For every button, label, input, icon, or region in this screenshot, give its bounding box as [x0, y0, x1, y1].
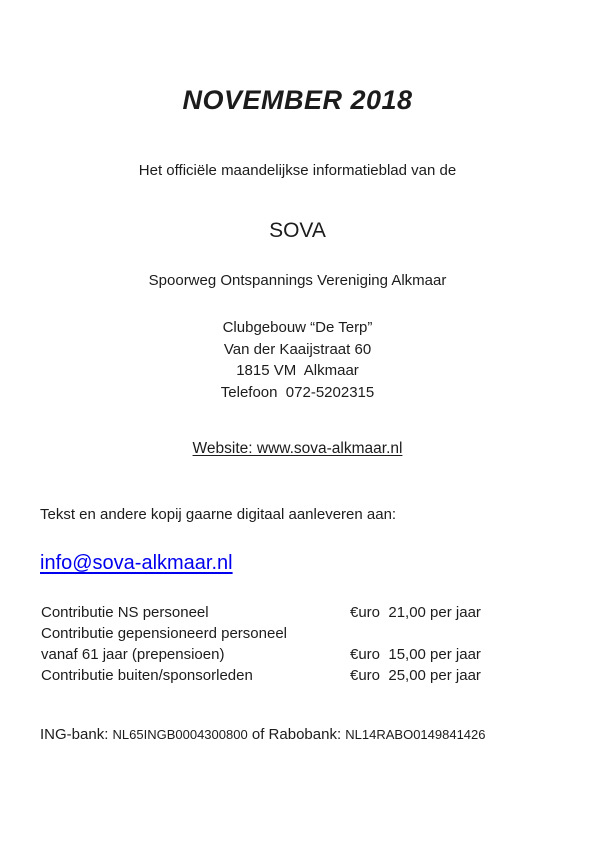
contribution-label: vanaf 61 jaar (prepensioen)	[41, 646, 225, 663]
email-link[interactable]: info@sova-alkmaar.nl	[40, 552, 233, 574]
address-block	[40, 317, 555, 403]
contribution-list	[40, 602, 555, 686]
bank-info	[40, 724, 555, 746]
contribution-label: Contributie buiten/sponsorleden	[41, 667, 253, 684]
contribution-amount: €uro 25,00 per jaar	[350, 667, 481, 684]
address-phone: Telefoon 072-5202315	[220, 383, 375, 401]
bank-connector: of Rabobank:	[251, 726, 342, 743]
contribution-row	[40, 602, 555, 623]
website-link[interactable]: Website: www.sova-alkmaar.nl	[192, 439, 403, 457]
bank-ing-iban: NL65INGB0004300800	[112, 727, 248, 742]
bank-ing-label: ING-bank:	[40, 726, 109, 743]
copy-submission-instruction: Tekst en andere kopij gaarne digitaal aanleveren aan:	[40, 506, 397, 523]
contribution-label: Contributie NS personeel	[41, 604, 209, 621]
email-line	[40, 550, 555, 577]
address-building: Clubgebouw “De Terp”	[222, 319, 373, 336]
contribution-row	[40, 644, 555, 665]
contribution-amount: €uro 15,00 per jaar	[350, 646, 481, 663]
address-postal-city: 1815 VM Alkmaar	[236, 362, 359, 379]
bank-rabo-iban: NL14RABO0149841426	[345, 727, 486, 742]
page-title: NOVEMBER 2018	[182, 85, 413, 116]
organization-name: Spoorweg Ontspannings Vereniging Alkmaar	[148, 272, 447, 289]
organization-abbreviation: SOVA	[269, 219, 326, 242]
contribution-row	[40, 665, 555, 686]
address-street: Van der Kaaijstraat 60	[223, 340, 372, 358]
newsletter-subtitle: Het officiële maandelijkse informatieblad van de	[138, 162, 457, 179]
contribution-row	[40, 623, 555, 644]
contribution-label: Contributie gepensioneerd personeel	[41, 625, 288, 642]
website-line	[40, 438, 555, 460]
contribution-amount: €uro 21,00 per jaar	[350, 604, 481, 621]
